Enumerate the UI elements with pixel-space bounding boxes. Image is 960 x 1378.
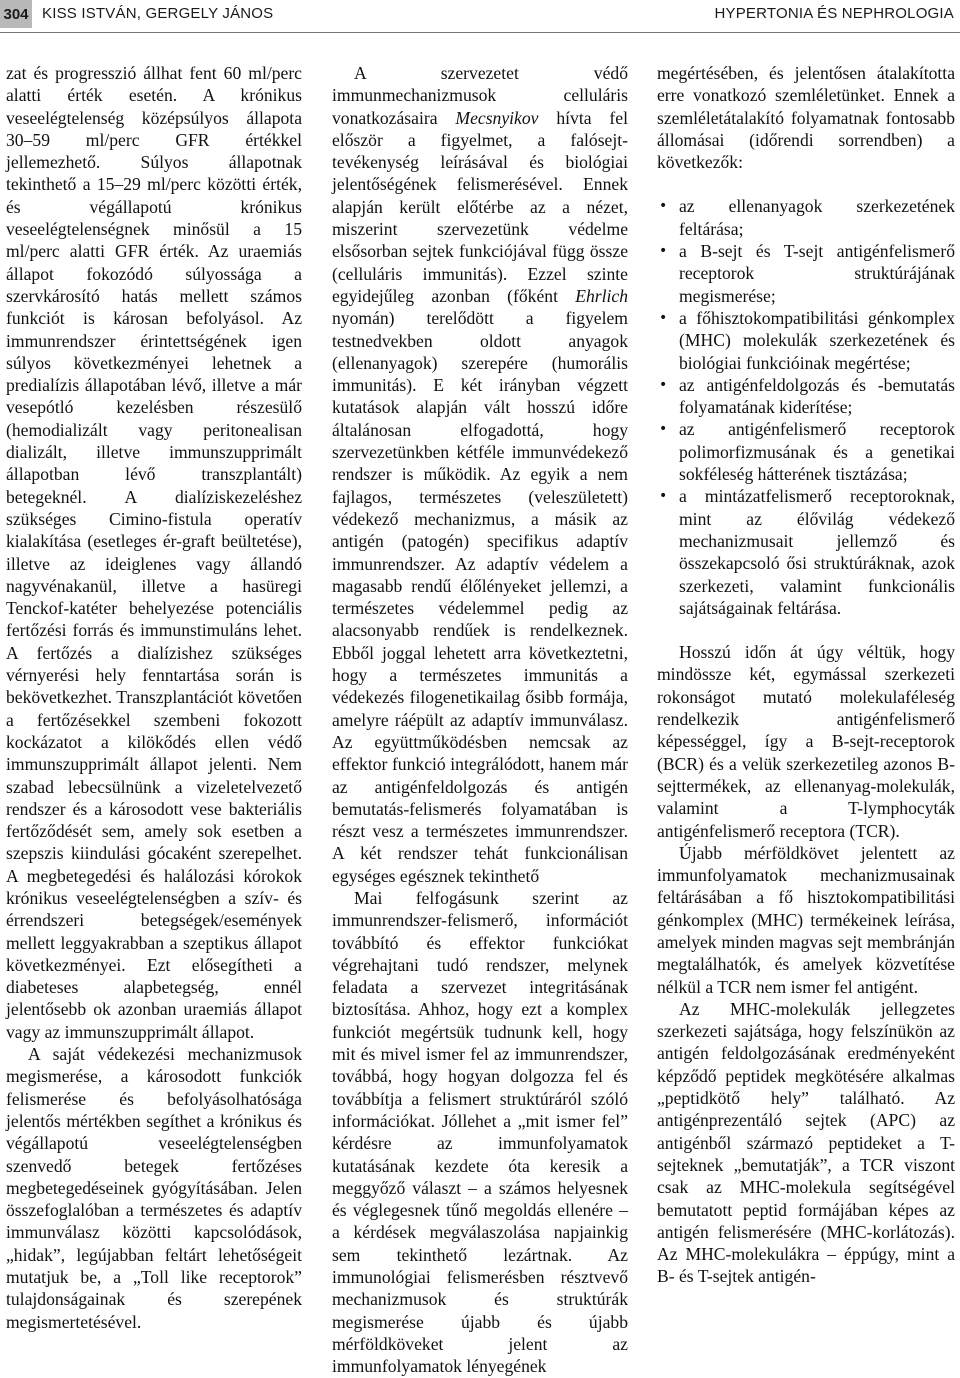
text-column-2	[332, 62, 628, 1378]
paragraph: Újabb mérföldkövet jelentett az immunfolyamatok mechanizmusainak feltárásában a fő hisztokompatibilitási génkomplex (MHC) termékeinek leírása, amelyek minden magvas sejt membránján megtalálhatók, és amelyek közvetítése nélkül a TCR nem ismer fel antigént.	[657, 842, 955, 997]
running-header	[0, 0, 960, 30]
list-item: • az ellenanyagok szerkezetének feltárása;	[657, 195, 955, 240]
author-name-ehrlich: Ehrlich	[575, 285, 628, 306]
list-item: • a B-sejt és T-sejt antigénfelismerő receptorok struktúrájának megismerése;	[657, 240, 955, 307]
running-authors: KISS ISTVÁN, GERGELY JÁNOS	[42, 5, 274, 22]
paragraph: Mai felfogásunk szerint az immunrendszer-felismerő, információt továbbító és effektor funkciókat végrehajtani tudó rendszer, melynek feladata a szervezet integritásának biztosítása. Ahhoz, hogy ezt a komplex funkciót megértsük tudnunk kell, hogy mit és mivel ismer fel az immunrendszer, továbbá, hogy hogyan dolgozza fel és továbbítja a felismert struktúráról szóló információkat. Jóllehet a „mit ismer fel” kérdésre az immunfolyamatok kutatásának kezdete óta keresik a meggyőző választ – a számos helyesnek és véglegesnek tűnő megoldás ellenére – a kérdések megválaszolása napjainkig sem tekinthető lezártnak. Az immunológiai felismerésben résztvevő mechanizmusok és struktúrák megismerése újabb és újabb mérföldköveket jelent az immunfolyamatok lényegének	[332, 887, 628, 1377]
text-column-1	[6, 62, 302, 1333]
list-item: • a mintázatfelismerő receptoroknak, mint az élővilág védekező mechanizmusait jellemző és összekapcsoló ősi struktúráknak, azok szerkezeti, valamint funkcionális sajátságainak feltárása.	[657, 485, 955, 619]
header-rule	[0, 32, 960, 33]
text-run: nyomán) terelődött a figyelem testnedvekben oldott anyagok (ellenanyagok) szerepére (humorális immunitás). E két irányban végzett kutatások alapján vált hosszú időre általánosan elfogadottá, hogy szervezetünkben kétféle immunvédekező rendszer is működik. Az egyik a nem fajlagos, természetes (veleszületett) védekező mechanizmus, a másik az antigén (patogén) specifikus adaptív immunrendszer. Az adaptív védelem a magasabb rendű élőlényeket jellemzi, a természetes védelemmel pedig az alacsonyabb rendűek is rendelkeznek. Ebből joggal lehetett arra következtetni, hogy a természetes immunitás a védekezés filogenetikailag ősibb formája, amelyre ráépült az adaptív immunválasz. Az együttműködésben nemcsak az effektor funkció integrálódott, hanem már az antigénfeldolgozás és antigén bemutatás-felismerés folyamatában is részt vesz a természetes immunrendszer. A két rendszer tehát funkcionálisan egységes egésznek tekinthető	[332, 308, 628, 886]
text-run: hívta fel először a figyelmet, a falósejt-tevékenység leírásával és biológiai jelentőségének felismerésével. Ennek alapján került előtérbe az a nézet, miszerint szervezetünk védelme elsősorban sejtek funkciójával függ össze (celluláris immunitás). Ezzel szinte egyidejűleg azonban (főként	[332, 107, 628, 306]
page-number: 304	[3, 5, 29, 23]
paragraph: megértésében, és jelentősen átalakította erre vonatkozó szemléletünket. Ennek a szemléletátalakító folyamatnak fontosabb állomásai (időrendi sorrendben) a következők:	[657, 63, 955, 173]
paragraph: A saját védekezési mechanizmusok megismerése, a károsodott funkciók felismerése és befolyásolhatósága jelentős mértékben segíthet a krónikus és végállapotú veseelégtelenségben szenvedő betegek fertőzéses megbetegedéseinek gyógyításában. Jelen összefoglalóban a természetes és adaptív immunválasz közötti kapcsolódások, „hidak”, legújabban feltárt lehetőségeit mutatjuk be, a „Toll like receptorok” tulajdonságainak és szerepének megismertetésével.	[6, 1044, 302, 1332]
paragraph: zat és progresszió állhat fent 60 ml/perc alatti érték esetén. A krónikus veseelégtelenség középsúlyos állapota 30–59 ml/perc GFR értékkel jellemezhető. Súlyos állapotnak tekinthető a 15–29 ml/perc közötti érték, és végállapotú krónikus veseelégtelenségnek minősül a 15 ml/perc alatti GFR érték. Az uraemiás állapot fokozódó súlyossága a szervkárosító hatás mellett számos funkciót is károsan befolyásol. Az immunrendszer érintettségének igen súlyos következményei lehetnek a predialízis állapotában lévő, illetve a már vesepótló kezelésben részesülő (hemodializált vagy peritonealisan dializált, illetve immunszupprimált állapotban lévő transzplantált) betegeknél. A dialíziskezeléshez szükséges Cimino-fistula operatív kialakítása (esetleges ér-graft beültetése), illetve az ideiglenes vagy állandó nagyvénakanül, illetve a hasüregi Tenckof-katéter behelyezése potenciális fertőzési forrás és immunstimuláns lehet. A fertőzés a dialízishez szükséges vérnyerési hely fenntartása során is bekövetkezhet. Transzplantációt követően a fertőzésekkel szembeni fokozott kockázatot a kilökődés ellen védő immunszupprimált állapot jelenti. Nem szabad lebecsülnünk a vizeletelvezető rendszer és a károsodott vese bakteriális fertőződését sem, amely sok esetben a szepszis kiindulási gócaként szerepelhet. A megbetegedési és halálozási kórokok krónikus veseelégtelenségben a szív- és érrendszeri betegségek/események mellett leggyakrabban a szeptikus állapot következményei. Ezt elősegítheti a diabeteses alapbetegség, ennél jelentősebb ok azonban uraemiás állapot vagy az immunszupprimált állapot.	[6, 63, 302, 1042]
milestone-list	[657, 195, 955, 619]
text-run: A szervezetet védő immunmechanizmusok celluláris vonatkozásaira	[332, 63, 628, 128]
paragraph: Az MHC-molekulák jellegzetes szerkezeti sajátsága, hogy felszínükön az antigén feldolgozásának eredményeként képződő peptidek megkötésére alkalmas „peptidkötő hely” található. Az antigénprezentáló sejtek (APC) az antigénből származó peptideket a T-sejteknek „bemutatják”, a TCR viszont csak az MHC-molekula segítségével bemutatott peptid formájában képes az antigén felismerésére (MHC-korlátozás). Az MHC-molekulákra – éppúgy, mint a B- és T-sejtek antigén-	[657, 998, 955, 1287]
list-item: • a főhisztokompatibilitási génkomplex (MHC) molekulák szerkezetének és biológiai funkcióinak megértése;	[657, 307, 955, 374]
paragraph: Hosszú időn át úgy véltük, hogy mindössze két, egymással szerkezeti rokonságot mutató molekulaféleség rendelkezik antigénfelismerő képességgel, így a B-sejt-receptorok (BCR) és a velük szerkezetileg azonos B-sejttermékek, az ellenanyag-molekulák, valamint a T-lymphocyták antigénfelismerő receptora (TCR).	[657, 642, 955, 841]
paragraph	[332, 62, 628, 887]
text-column-3	[657, 62, 955, 1288]
list-item: • az antigénfeldolgozás és -bemutatás folyamatának kiderítése;	[657, 374, 955, 419]
page-number-box	[0, 0, 32, 28]
list-item: • az antigénfelismerő receptorok polimorfizmusának és a genetikai sokféleség hátterének tisztázása;	[657, 418, 955, 485]
running-section-title: HYPERTONIA ÉS NEPHROLOGIA	[714, 5, 954, 22]
author-name-mecsnyikov: Mecsnyikov	[455, 107, 539, 128]
